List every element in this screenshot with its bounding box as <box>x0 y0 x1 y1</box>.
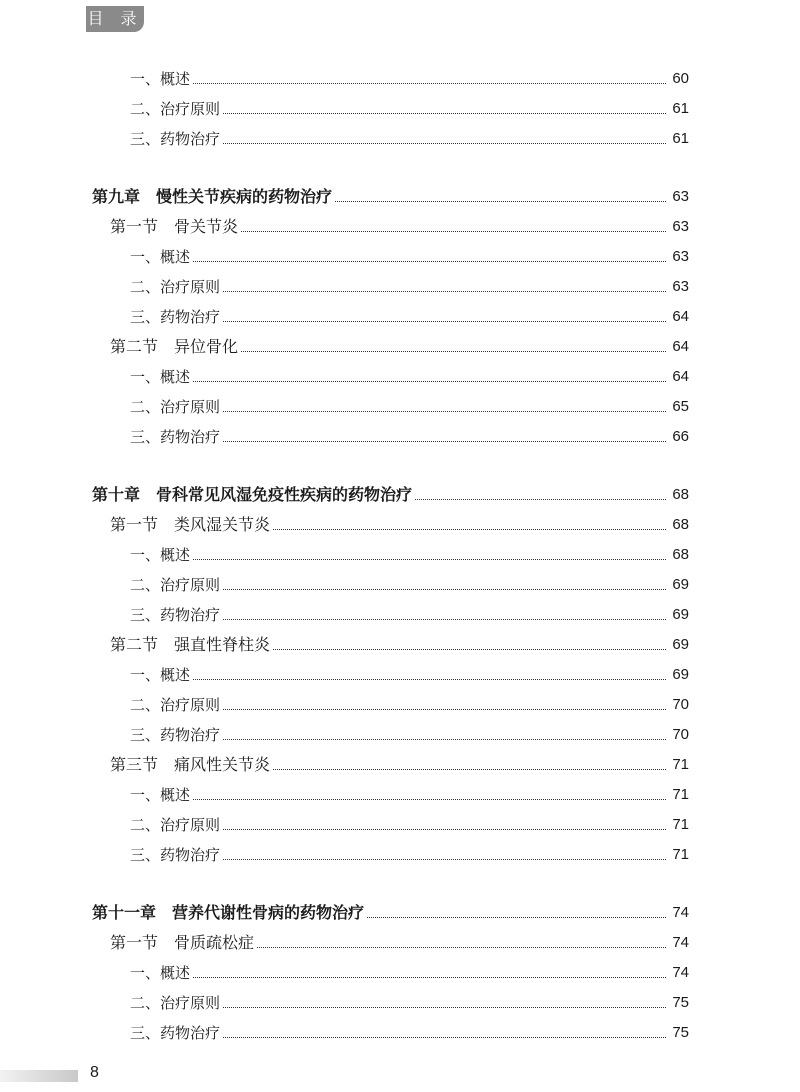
toc-entry-page: 63 <box>672 188 689 205</box>
toc-entry-page: 61 <box>672 100 689 117</box>
toc-entry-page: 65 <box>672 398 689 415</box>
dot-leader <box>223 858 666 860</box>
toc-entry-label: 二、治疗原则 <box>130 816 221 834</box>
toc-entry-page: 71 <box>672 756 689 773</box>
toc-entry-label: 二、治疗原则 <box>130 994 221 1012</box>
toc-item-entry[interactable] <box>92 418 689 448</box>
toc-item-entry[interactable] <box>92 60 689 90</box>
toc-entry-label: 三、药物治疗 <box>130 726 221 744</box>
toc-entry-label: 二、治疗原则 <box>130 576 221 594</box>
toc-entry-label: 第一节 骨关节炎 <box>110 217 239 236</box>
toc-entry-page: 63 <box>672 278 689 295</box>
dot-leader <box>273 528 666 530</box>
table-of-contents <box>92 60 689 1044</box>
dot-leader <box>273 768 666 770</box>
dot-leader <box>223 290 666 292</box>
dot-leader <box>223 440 666 442</box>
toc-entry-page: 64 <box>672 368 689 385</box>
toc-entry-label: 三、药物治疗 <box>130 428 221 446</box>
toc-item-entry[interactable] <box>92 268 689 298</box>
dot-leader <box>223 738 666 740</box>
toc-item-entry[interactable] <box>92 806 689 836</box>
toc-item-entry[interactable] <box>92 836 689 866</box>
toc-entry-label: 一、概述 <box>130 964 191 982</box>
toc-item-entry[interactable] <box>92 566 689 596</box>
toc-entry-label: 第一节 类风湿关节炎 <box>110 515 271 534</box>
toc-entry-page: 70 <box>672 726 689 743</box>
toc-item-entry[interactable] <box>92 238 689 268</box>
toc-entry-label: 三、药物治疗 <box>130 846 221 864</box>
toc-section-entry[interactable] <box>92 626 689 656</box>
toc-entry-page: 63 <box>672 218 689 235</box>
toc-entry-label: 一、概述 <box>130 786 191 804</box>
dot-leader <box>223 142 666 144</box>
toc-item-entry[interactable] <box>92 954 689 984</box>
dot-leader <box>335 200 666 202</box>
toc-entry-page: 66 <box>672 428 689 445</box>
toc-item-entry[interactable] <box>92 298 689 328</box>
toc-entry-page: 60 <box>672 70 689 87</box>
toc-item-entry[interactable] <box>92 358 689 388</box>
toc-entry-page: 74 <box>672 904 689 921</box>
toc-entry-label: 第三节 痛风性关节炎 <box>110 755 271 774</box>
toc-entry-page: 70 <box>672 696 689 713</box>
toc-item-entry[interactable] <box>92 596 689 626</box>
toc-entry-page: 61 <box>672 130 689 147</box>
toc-entry-page: 64 <box>672 338 689 355</box>
toc-section-entry[interactable] <box>92 208 689 238</box>
toc-entry-label: 三、药物治疗 <box>130 308 221 326</box>
toc-section-entry[interactable] <box>92 506 689 536</box>
toc-gap <box>92 150 689 178</box>
toc-entry-label: 二、治疗原则 <box>130 398 221 416</box>
toc-entry-page: 74 <box>672 964 689 981</box>
toc-item-entry[interactable] <box>92 1014 689 1044</box>
toc-entry-label: 一、概述 <box>130 70 191 88</box>
toc-item-entry[interactable] <box>92 536 689 566</box>
dot-leader <box>223 112 666 114</box>
toc-item-entry[interactable] <box>92 686 689 716</box>
toc-entry-page: 75 <box>672 1024 689 1041</box>
toc-gap <box>92 866 689 894</box>
toc-entry-page: 71 <box>672 816 689 833</box>
toc-entry-label: 第二节 异位骨化 <box>110 337 239 356</box>
toc-entry-page: 69 <box>672 576 689 593</box>
dot-leader <box>273 648 666 650</box>
dot-leader <box>241 350 666 352</box>
toc-entry-page: 75 <box>672 994 689 1011</box>
dot-leader <box>193 798 666 800</box>
dot-leader <box>223 618 666 620</box>
toc-entry-label: 三、药物治疗 <box>130 1024 221 1042</box>
toc-entry-label: 三、药物治疗 <box>130 606 221 624</box>
dot-leader <box>193 260 666 262</box>
toc-entry-page: 68 <box>672 546 689 563</box>
dot-leader <box>223 828 666 830</box>
toc-chapter-entry[interactable] <box>92 178 689 208</box>
dot-leader <box>223 1006 666 1008</box>
dot-leader <box>193 380 666 382</box>
dot-leader <box>241 230 666 232</box>
dot-leader <box>367 916 666 918</box>
dot-leader <box>193 82 666 84</box>
toc-chapter-entry[interactable] <box>92 476 689 506</box>
toc-entry-page: 63 <box>672 248 689 265</box>
toc-item-entry[interactable] <box>92 388 689 418</box>
toc-gap <box>92 448 689 476</box>
toc-entry-label: 一、概述 <box>130 368 191 386</box>
dot-leader <box>193 976 666 978</box>
toc-entry-label: 第二节 强直性脊柱炎 <box>110 635 271 654</box>
toc-item-entry[interactable] <box>92 984 689 1014</box>
toc-section-entry[interactable] <box>92 328 689 358</box>
dot-leader <box>223 410 666 412</box>
toc-entry-label: 一、概述 <box>130 546 191 564</box>
dot-leader <box>257 946 666 948</box>
toc-entry-page: 64 <box>672 308 689 325</box>
toc-header-tab: 目 录 <box>86 6 144 32</box>
dot-leader <box>223 320 666 322</box>
toc-entry-label: 第九章 慢性关节疾病的药物治疗 <box>92 187 333 206</box>
toc-entry-label: 一、概述 <box>130 666 191 684</box>
toc-chapter-entry[interactable] <box>92 894 689 924</box>
toc-entry-label: 二、治疗原则 <box>130 100 221 118</box>
toc-entry-page: 68 <box>672 516 689 533</box>
toc-section-entry[interactable] <box>92 924 689 954</box>
page-number: 8 <box>90 1064 99 1081</box>
toc-entry-page: 69 <box>672 636 689 653</box>
toc-entry-label: 三、药物治疗 <box>130 130 221 148</box>
toc-entry-page: 69 <box>672 606 689 623</box>
dot-leader <box>223 708 666 710</box>
toc-entry-label: 二、治疗原则 <box>130 278 221 296</box>
toc-item-entry[interactable] <box>92 656 689 686</box>
toc-entry-label: 二、治疗原则 <box>130 696 221 714</box>
toc-item-entry[interactable] <box>92 120 689 150</box>
dot-leader <box>223 588 666 590</box>
toc-entry-page: 68 <box>672 486 689 503</box>
toc-item-entry[interactable] <box>92 776 689 806</box>
toc-item-entry[interactable] <box>92 716 689 746</box>
toc-entry-label: 一、概述 <box>130 248 191 266</box>
toc-entry-label: 第十一章 营养代谢性骨病的药物治疗 <box>92 903 365 922</box>
dot-leader <box>193 558 666 560</box>
toc-section-entry[interactable] <box>92 746 689 776</box>
toc-entry-page: 71 <box>672 846 689 863</box>
dot-leader <box>193 678 666 680</box>
dot-leader <box>223 1036 666 1038</box>
toc-entry-page: 74 <box>672 934 689 951</box>
dot-leader <box>415 498 666 500</box>
toc-entry-page: 71 <box>672 786 689 803</box>
toc-entry-page: 69 <box>672 666 689 683</box>
toc-entry-label: 第十章 骨科常见风湿免疫性疾病的药物治疗 <box>92 485 413 504</box>
toc-item-entry[interactable] <box>92 90 689 120</box>
toc-entry-label: 第一节 骨质疏松症 <box>110 933 255 952</box>
footer-decorative-bar <box>0 1070 78 1082</box>
